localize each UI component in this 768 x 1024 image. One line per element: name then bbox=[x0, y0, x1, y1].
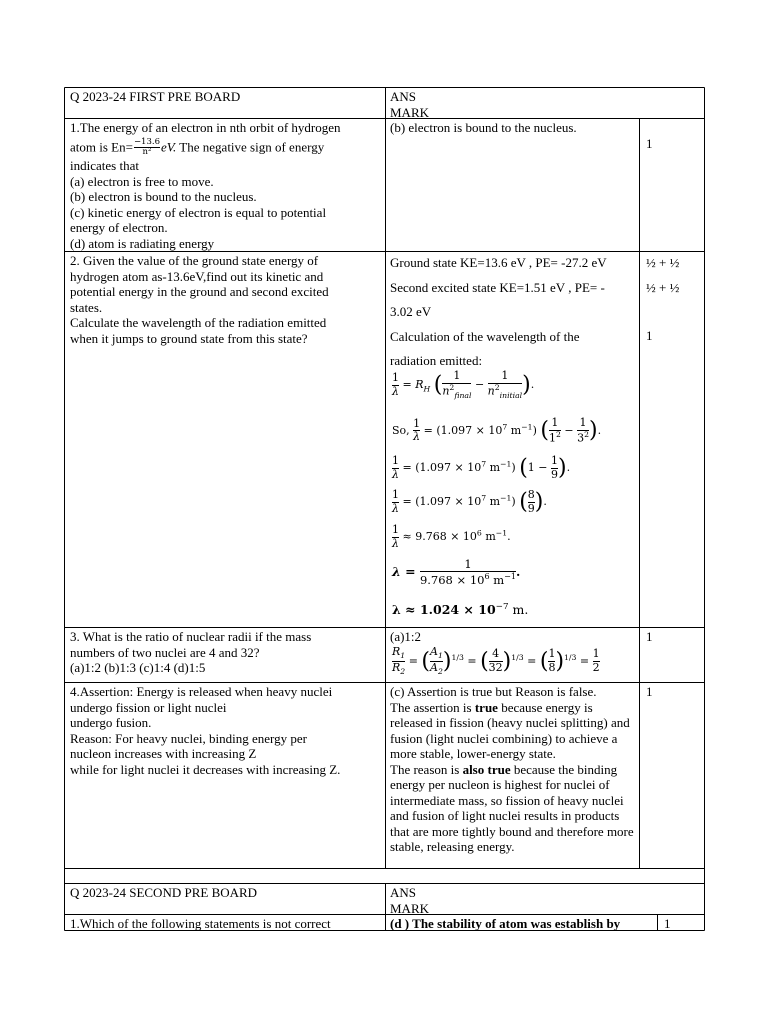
q1-answer-cell bbox=[390, 120, 636, 136]
q1-option-c-cont: energy of electron. bbox=[70, 220, 168, 236]
q2-mark: ½ + ½ bbox=[646, 279, 680, 295]
q2-answer-ground-state: Ground state KE=13.6 eV , PE= -27.2 eV bbox=[390, 255, 607, 270]
q1-en-prefix: atom is En= bbox=[70, 138, 133, 154]
q1-option-a: (a) electron is free to move. bbox=[70, 173, 214, 189]
q2-equation-lambda: λ = $\frac{1}{9.768 \times 10^6 m^{-1}}$ . bbox=[392, 557, 521, 588]
q1-option-d: (d) atom is radiating energy bbox=[70, 235, 215, 251]
q2-equation-approx: $\frac{1}{\lambda}$ ≈ $9.768 \times 10^6$ $m^{-1}$. bbox=[392, 523, 511, 550]
q2-equation-substitution: So, $\frac{1}{\lambda}$ = ($1.097 \times 10^7$ $m^{-1}$) ( $\frac{1}{1^2}$ − $\frac{1}{3^2}$ ). bbox=[392, 416, 602, 445]
q1-en-unit: eV. bbox=[161, 138, 177, 154]
q1-en-numerator: −13.6 bbox=[133, 136, 160, 147]
q1-question-cell bbox=[70, 120, 382, 251]
q4-reason-cont: while for light nuclei it decreases with increasing Z. bbox=[70, 761, 341, 777]
q4-answer-intro: (c) Assertion is true but Reason is false. bbox=[390, 684, 597, 699]
second-q1-mark-cell bbox=[664, 916, 671, 932]
second-q1-mark: 1 bbox=[664, 916, 671, 931]
result-unit: m. bbox=[508, 602, 529, 618]
lambda-denominator: 9.768 × 10 bbox=[419, 573, 485, 588]
q2-question-line: 2. Given the value of the ground state energy of bbox=[70, 253, 319, 268]
q2-equation-eight-ninths: $\frac{1}{\lambda}$ = ($1.097 \times 10^7$ $m^{-1}$) ( $\frac{8}{9}$ ). bbox=[392, 488, 547, 515]
rydberg-unit-exponent: −1 bbox=[521, 422, 533, 432]
q2-question-cell bbox=[70, 253, 382, 346]
q4-reason: Reason: For heavy nuclei, binding energy per bbox=[70, 730, 307, 746]
q1-option-b: (b) electron is bound to the nucleus. bbox=[70, 189, 257, 205]
q4-mark: 1 bbox=[646, 684, 653, 699]
rydberg-unit-exponent: −1 bbox=[500, 493, 512, 503]
q1-question-line: 1.The energy of an electron in nth orbit of hydrogen bbox=[70, 120, 341, 135]
q1-energy-fraction bbox=[134, 138, 160, 159]
q1-energy-formula-line bbox=[70, 138, 382, 159]
q2-answer-excited-state: Second excited state KE=1.51 eV , PE= - bbox=[390, 279, 605, 295]
q1-en-suffix: The negative sign of energy bbox=[176, 138, 325, 154]
q3-exponent: 1/3 bbox=[451, 652, 464, 662]
q4-answer-text: because the binding energy per nucleon is highest for nuclei of intermediate mass, so fission of heavy nuclei and fusion of light nuclei results in products that are more tightly bound and therefore more stable, releasing energy. bbox=[390, 761, 634, 854]
approx-value: ≈ 9.768 × 10 bbox=[402, 530, 477, 544]
q3-answer-cell bbox=[390, 629, 636, 645]
q3-equation-radius-ratio: $\frac{R_1}{R_2}$ = ( $\frac{A_1}{A_2}$ )$^{1/3}$ = ( $\frac{4}{32}$ )$^{1/3}$ = ( $\frac{1}{8}$ )$^{1/3}$ = $\frac{1}{2}$ bbox=[392, 645, 600, 677]
lambda-denominator-exponent: 6 bbox=[484, 572, 490, 582]
q3-mark-cell bbox=[646, 629, 653, 645]
second-q1-answer: (d ) The stability of atom was establish by bbox=[390, 916, 621, 931]
one-over-lambda: $\frac{1}{\lambda}$ bbox=[392, 371, 399, 398]
q4-assertion: 4.Assertion: Energy is released when heavy nuclei bbox=[70, 684, 333, 699]
q1-option-c: (c) kinetic energy of electron is equal to potential bbox=[70, 204, 327, 220]
eq-so-label: So, bbox=[392, 423, 410, 437]
q4-assertion-cont: undergo fusion. bbox=[70, 715, 152, 730]
rydberg-unit-exponent: −1 bbox=[500, 459, 512, 469]
q4-answer-reason-explanation bbox=[390, 762, 636, 855]
q4-answer-emphasis: true bbox=[474, 699, 498, 715]
q2-equation-rydberg: $\frac{1}{\lambda}$ = $R_H$ ( $\frac{1}{n^2_{final}}$ − $\frac{1}{n^2_{initial}}$ ). bbox=[392, 369, 535, 400]
q1-question-line: indicates that bbox=[70, 158, 139, 174]
q4-answer-text: because energy is released in fission (heavy nuclei splitting) and fusion (light nuclei combining) to achieve a more stable, lower-energy state. bbox=[390, 699, 630, 761]
rydberg-exponent: 7 bbox=[502, 422, 508, 432]
approx-unit: m bbox=[481, 530, 496, 544]
q1-answer: (b) electron is bound to the nucleus. bbox=[390, 120, 577, 135]
second-q1-question-cell bbox=[70, 916, 382, 932]
rydberg-exponent: 7 bbox=[481, 459, 487, 469]
q4-question-cell bbox=[70, 684, 382, 777]
result-exponent: −7 bbox=[495, 602, 509, 612]
second-header-question-label: Q 2023-24 SECOND PRE BOARD bbox=[70, 885, 258, 900]
approx-unit-exponent: −1 bbox=[495, 528, 508, 538]
one-minus: 1 − bbox=[527, 461, 552, 475]
q4-reason-cont: nucleon increases with increasing Z bbox=[70, 746, 257, 761]
lambda-denominator-unit: m bbox=[489, 573, 505, 588]
result-value: λ ≈ 1.024 × 10 bbox=[392, 602, 496, 618]
q4-answer-assertion-explanation bbox=[390, 700, 636, 762]
q4-mark-cell bbox=[646, 684, 653, 700]
q2-answer-excited-state-cont: 3.02 eV bbox=[390, 304, 432, 319]
q3-question-cell bbox=[70, 629, 382, 676]
q3-exponent: 1/3 bbox=[564, 652, 577, 662]
rydberg-unit: m bbox=[507, 423, 522, 437]
q4-assertion-cont: undergo fission or light nuclei bbox=[70, 699, 227, 715]
q2-question-line: potential energy in the ground and second excited bbox=[70, 284, 329, 299]
second-header-mark-label: MARK bbox=[390, 900, 430, 916]
rydberg-exponent: 7 bbox=[481, 493, 487, 503]
q2-question-line: states. bbox=[70, 299, 103, 315]
rydberg-constant: (1.097 × 10 bbox=[436, 423, 503, 437]
q3-question-line: numbers of two nuclei are 4 and 32? bbox=[70, 644, 260, 660]
header-ans-label: ANS bbox=[390, 89, 417, 104]
q2-answer-calc-heading-cont: radiation emitted: bbox=[390, 353, 483, 368]
second-header-ans-label: ANS bbox=[390, 885, 417, 900]
q4-answer-text: The reason is bbox=[390, 761, 463, 777]
q3-options: (a)1:2 (b)1:3 (c)1:4 (d)1:5 bbox=[70, 660, 206, 675]
second-header-answer-cell bbox=[390, 885, 700, 916]
q2-answer-cell bbox=[390, 251, 638, 374]
second-q1-question: 1.Which of the following statements is not correct bbox=[70, 916, 331, 931]
rydberg-unit: m bbox=[486, 495, 501, 509]
rydberg-constant: (1.097 × 10 bbox=[415, 461, 482, 475]
q2-mark: 1 bbox=[646, 328, 653, 343]
approx-exponent: 6 bbox=[476, 528, 482, 538]
rydberg-unit: m bbox=[486, 461, 501, 475]
q2-mark: ½ + ½ bbox=[646, 255, 680, 270]
q4-answer-emphasis: also true bbox=[462, 761, 511, 777]
q3-exponent: 1/3 bbox=[511, 652, 524, 662]
q2-mark-cell bbox=[646, 251, 679, 349]
q2-question-line: Calculate the wavelength of the radiation emitted bbox=[70, 315, 327, 330]
rydberg-constant: (1.097 × 10 bbox=[415, 495, 482, 509]
header-question-cell bbox=[70, 89, 380, 105]
lambda-denominator-unit-exponent: −1 bbox=[504, 572, 517, 582]
q1-mark-cell bbox=[646, 136, 653, 152]
second-q1-answer-cell bbox=[390, 916, 656, 932]
q2-equation-result bbox=[392, 600, 528, 618]
second-header-question-cell bbox=[70, 885, 380, 901]
q3-question-line: 3. What is the ratio of nuclear radii if the mass bbox=[70, 629, 312, 644]
q4-answer-cell bbox=[390, 684, 636, 855]
q2-equation-one-minus-ninth: $\frac{1}{\lambda}$ = ($1.097 \times 10^7$ $m^{-1}$) (1 − $\frac{1}{9}$ ). bbox=[392, 454, 571, 481]
header-mark-label: MARK bbox=[390, 104, 430, 120]
q1-en-denominator: n² bbox=[134, 147, 160, 158]
header-answer-cell bbox=[390, 89, 700, 120]
header-question-label: Q 2023-24 FIRST PRE BOARD bbox=[70, 89, 241, 104]
q2-answer-calc-heading: Calculation of the wavelength of the bbox=[390, 328, 580, 344]
q3-mark: 1 bbox=[646, 629, 653, 644]
q3-answer: (a)1:2 bbox=[390, 629, 422, 644]
q4-answer-text: The assertion is bbox=[390, 699, 475, 715]
q2-question-line: when it jumps to ground state from this state? bbox=[70, 330, 308, 346]
q1-mark: 1 bbox=[646, 136, 653, 151]
q2-question-line: hydrogen atom as-13.6eV,find out its kinetic and bbox=[70, 268, 324, 284]
